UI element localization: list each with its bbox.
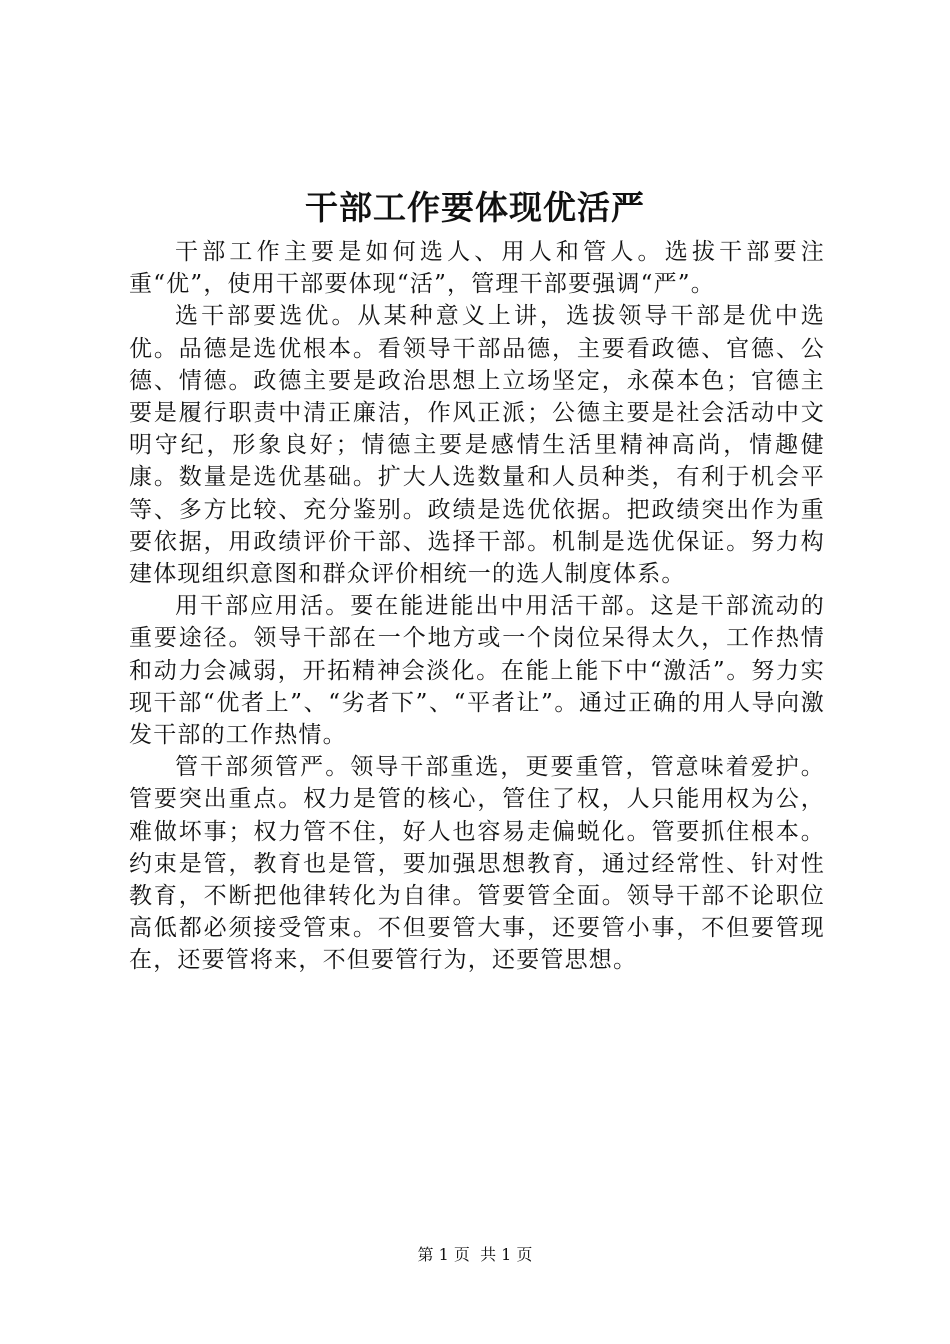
- paragraph-use: 用干部应用活。要在能进能出中用活干部。这是干部流动的重要途径。领导干部在一个地方或一个岗位呆得太久，工作热情和动力会减弱，开拓精神会淡化。在能上能下中“激活”。努力实现干部“优者上”、“劣者下”、“平者让”。通过正确的用人导向激发干部的工作热情。: [129, 593, 825, 749]
- page-title: 干部工作要体现优活严: [305, 188, 645, 227]
- paragraph-manage: 管干部须管严。领导干部重选，更要重管，管意味着爱护。管要突出重点。权力是管的核心，管住了权，人只能用权为公，难做坏事；权力管不住，好人也容易走偏蜕化。管要抓住根本。约束是管，教育也是管，要加强思想教育，通过经常性、针对性教育，不断把他律转化为自律。管要管全面。领导干部不论职位高低都必须接受管束。不但要管大事，还要管小事，不但要管现在，还要管将来，不但要管行为，还要管思想。: [129, 754, 825, 974]
- paragraph-intro: 干部工作主要是如何选人、用人和管人。选拔干部要注重“优”，使用干部要体现“活”，管理干部要强调“严”。: [129, 239, 825, 298]
- paragraph-select: 选干部要选优。从某种意义上讲，选拔领导干部是优中选优。品德是选优根本。看领导干部品德，主要看政德、官德、公德、情德。政德主要是政治思想上立场坚定，永葆本色；官德主要是履行职责中清正廉洁，作风正派；公德主要是社会活动中文明守纪，形象良好；情德主要是感情生活里精神高尚，情趣健康。数量是选优基础。扩大人选数量和人员种类，有利于机会平等、多方比较、充分鉴别。政绩是选优依据。把政绩突出作为重要依据，用政绩评价干部、选择干部。机制是选优保证。努力构建体现组织意图和群众评价相统一的选人制度体系。: [129, 303, 825, 588]
- page-footer: 第 1 页 共 1 页: [417, 1245, 533, 1264]
- document-body: [129, 236, 825, 977]
